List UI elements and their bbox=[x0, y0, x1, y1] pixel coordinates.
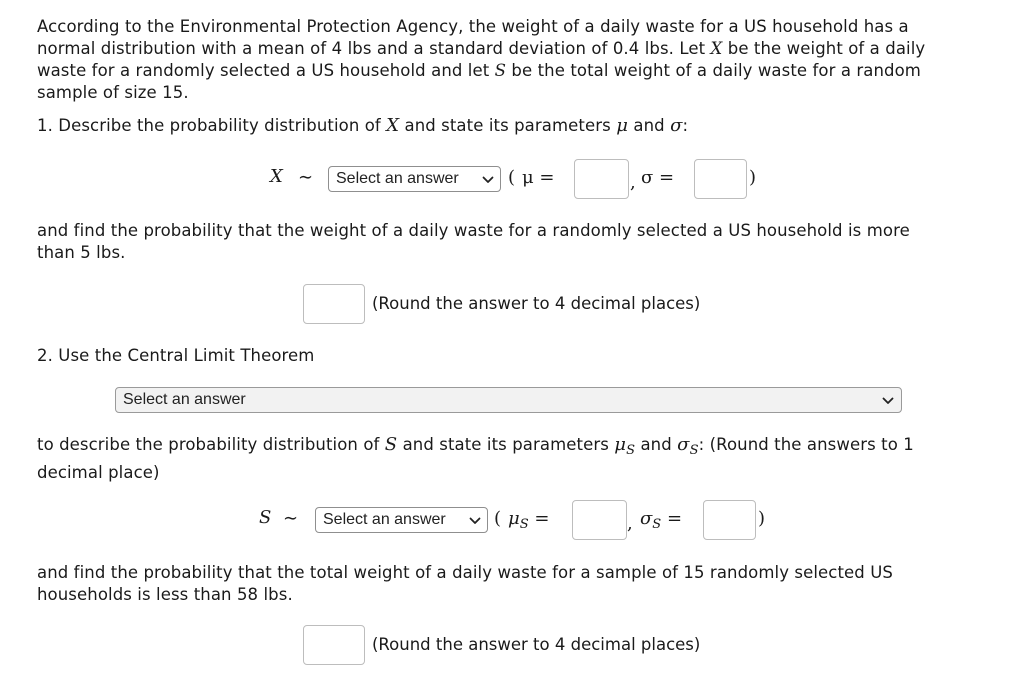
chevron-down-icon bbox=[482, 176, 494, 184]
q1-round-note: (Round the answer to 4 decimal places) bbox=[372, 294, 701, 313]
q1-prompt: 1. Describe the probability distribution of X and state its parameters μ and σ: bbox=[37, 115, 689, 136]
chevron-down-icon bbox=[469, 517, 481, 525]
q2-var-s: S bbox=[259, 507, 272, 528]
q1-mu-eq: μ = bbox=[522, 167, 555, 188]
chevron-down-icon bbox=[882, 397, 894, 405]
q1-distribution-select[interactable]: Select an answer bbox=[328, 166, 501, 192]
var-x: X bbox=[710, 39, 723, 58]
q2-sigma-input[interactable] bbox=[703, 500, 756, 540]
q2-sigma-s-eq: $\sigma_S$ = bbox=[640, 508, 683, 532]
intro-line-1: According to the Environmental Protection Agency, the weight of a daily waste for a US household has a bbox=[37, 17, 909, 36]
q1-mu-input[interactable] bbox=[574, 159, 629, 199]
q1-find-text: and find the probability that the weight of a daily waste for a randomly selected a US household is more than 5 lbs. bbox=[37, 221, 910, 262]
q2-mu-s-eq: $\mu_S$ = bbox=[508, 508, 550, 532]
q2-open-paren: ( bbox=[494, 508, 502, 529]
q1-comma: , bbox=[630, 172, 636, 193]
intro-line-3: waste for a randomly selected a US household and let S be the total weight of a daily waste for a random bbox=[37, 61, 921, 80]
q2-prompt: 2. Use the Central Limit Theorem bbox=[37, 346, 315, 365]
q2-distribution-select[interactable]: Select an answer bbox=[315, 507, 488, 533]
q2-close-paren: ) bbox=[758, 508, 766, 529]
q1-sigma-eq: σ = bbox=[641, 167, 675, 188]
q2-probability-input[interactable] bbox=[303, 625, 365, 665]
q2-find-text: and find the probability that the total weight of a daily waste for a sample of 15 randomly selected US households is less than 58 lbs. bbox=[37, 563, 893, 604]
q1-tilde: ∼ bbox=[298, 167, 314, 188]
q2-tilde: ∼ bbox=[283, 508, 299, 529]
q1-var-x: X bbox=[270, 166, 283, 187]
var-s: S bbox=[494, 61, 507, 80]
q1-close-paren: ) bbox=[749, 167, 757, 188]
q2-description: to describe the probability distribution of S and state its parameters $\mu_S$ and $\sigma_S$: (Round the answers to 1 decimal place) bbox=[37, 434, 914, 482]
intro-line-4: sample of size 15. bbox=[37, 83, 189, 102]
q1-open-paren: ( bbox=[508, 167, 516, 188]
q2-mu-input[interactable] bbox=[572, 500, 627, 540]
intro-line-2: normal distribution with a mean of 4 lbs and a standard deviation of 0.4 lbs. Let X be the weight of a daily bbox=[37, 39, 926, 58]
q2-round-note: (Round the answer to 4 decimal places) bbox=[372, 635, 701, 654]
q2-clt-select[interactable]: Select an answer bbox=[115, 387, 902, 413]
q1-sigma-input[interactable] bbox=[694, 159, 747, 199]
q2-comma: , bbox=[627, 513, 633, 534]
q1-probability-input[interactable] bbox=[303, 284, 365, 324]
problem-intro bbox=[37, 16, 997, 104]
